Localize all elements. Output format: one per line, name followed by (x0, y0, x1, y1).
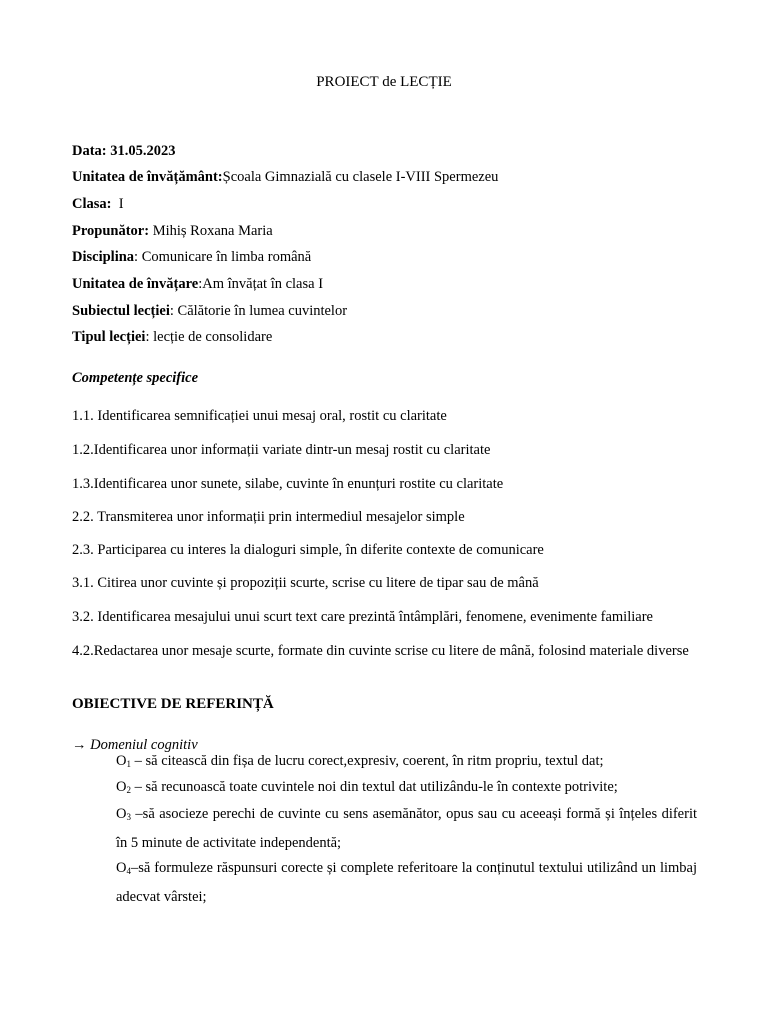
objective-text: –să formuleze răspunsuri corecte și complete referitoare la conținutul textului utilizând un limbaj adecvat vârstei; (116, 860, 697, 905)
meta-class-value: I (111, 196, 124, 212)
meta-discipline-label: Disciplina (72, 249, 135, 265)
meta-date-label: Data: 31.05.2023 (72, 143, 176, 159)
objective-sub: 4 (126, 866, 131, 876)
objective-item (116, 774, 697, 803)
domain-label: → Domeniul cognitiv (72, 737, 198, 753)
meta-lesson-type-label: Tipul lecției (72, 329, 146, 345)
meta-teacher-label: Propunător: (72, 223, 150, 239)
competence-item: 1.3.Identificarea unor sunete, silabe, cuvinte în enunțuri rostite cu claritate (72, 476, 504, 492)
competence-item: 1.1. Identificarea semnificației unui mesaj oral, rostit cu claritate (72, 408, 447, 424)
meta-unit (72, 274, 702, 294)
objective-code: O (116, 806, 127, 822)
objective-sub: 1 (126, 759, 131, 769)
competence-item: 3.2. Identificarea mesajului unui scurt text care prezintă întâmplări, fenomene, evenimente familiare (72, 609, 653, 625)
meta-school (72, 167, 702, 187)
meta-lesson-type (72, 327, 702, 347)
objective-text: – să recunoască toate cuvintele noi din textul dat utilizându-le în contexte potrivite; (130, 779, 618, 795)
meta-lesson-type-value: : lecție de consolidare (145, 329, 273, 345)
competences-heading: Competențe specifice (72, 370, 199, 386)
competence-item: 4.2.Redactarea unor mesaje scurte, formate din cuvinte scrise cu litere de mână, folosind materiale diverse (72, 643, 689, 659)
objectives-heading: OBIECTIVE DE REFERINȚĂ (72, 696, 274, 712)
objective-item (116, 748, 697, 777)
meta-school-value: Școala Gimnazială cu clasele I-VIII Spermezeu (222, 169, 499, 185)
competence-item: 3.1. Citirea unor cuvinte și propoziții scurte, scrise cu litere de tipar sau de mână (72, 575, 539, 591)
objective-text: – să citească din fișa de lucru corect,expresiv, coerent, în ritm propriu, textul dat; (130, 753, 604, 769)
page-title: PROIECT de LECȚIE (316, 74, 452, 90)
objective-text: –să asocieze perechi de cuvinte cu sens asemănător, opus sau cu aceeași formă și înțeles diferit în 5 minute de activitate independentă; (116, 806, 697, 851)
meta-subject-value: : Călătorie în lumea cuvintelor (169, 303, 348, 319)
objective-code: O (116, 779, 127, 795)
meta-discipline (72, 247, 702, 267)
competence-item: 2.3. Participarea cu interes la dialoguri simple, în diferite contexte de comunicare (72, 542, 544, 558)
objective-code: O (116, 753, 127, 769)
meta-teacher (72, 221, 702, 241)
objective-sub: 2 (126, 785, 131, 795)
competence-item: 1.2.Identificarea unor informații variate dintr-un mesaj rostit cu claritate (72, 442, 491, 458)
meta-school-label: Unitatea de învățământ: (72, 169, 223, 185)
meta-date (72, 141, 702, 161)
meta-unit-value: :Am învățat în clasa I (198, 276, 324, 292)
meta-unit-label: Unitatea de învățare (72, 276, 199, 292)
objective-item (116, 855, 697, 910)
objective-sub: 3 (126, 812, 131, 822)
meta-subject-label: Subiectul lecției (72, 303, 170, 319)
meta-teacher-value: Mihiș Roxana Maria (149, 223, 273, 239)
objective-item (116, 801, 697, 856)
meta-discipline-value: : Comunicare în limba română (134, 249, 312, 265)
competence-item: 2.2. Transmiterea unor informații prin intermediul mesajelor simple (72, 509, 465, 525)
objective-code: O (116, 860, 127, 876)
meta-class-label: Clasa: (72, 196, 112, 212)
meta-class (72, 194, 702, 214)
meta-subject (72, 301, 702, 321)
